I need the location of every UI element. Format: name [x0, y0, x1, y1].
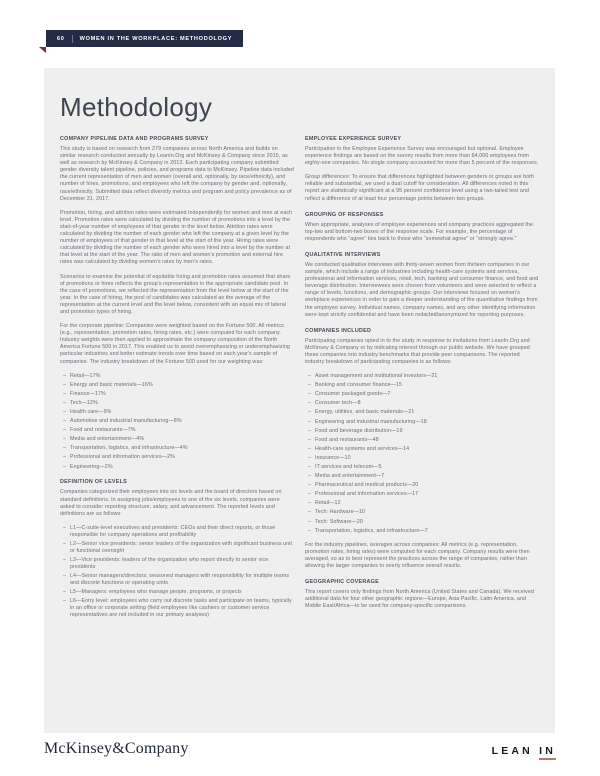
list-item: – Food and restaurants—48 [308, 437, 540, 444]
list-item: – Banking and consumer finance—15 [308, 382, 540, 389]
mckinsey-logo: McKinsey&Company [44, 740, 189, 757]
paragraph: Participating companies opted in to the study in response to invitations from LeanIn.Org and McKinsey & Company or by indicating interest through our public website. We have grouped these companies into industry benchmarks that provide peer comparisons. The reported industry breakdown of participating companies is as follows: [305, 337, 530, 365]
list-item: – L5—Managers: employees who manage people, programs, or projects [63, 589, 295, 596]
list-item: – Automotive and industrial manufacturing—8% [63, 418, 295, 425]
list-item: – L1—C-suite-level executives and presidents: CEOs and their direct reports, or those responsible for company operations and profitability [63, 525, 295, 539]
list-item: – L4—Senior managers/directors: seasoned managers with responsibility for multiple teams and discrete functions or operating units [63, 573, 295, 587]
paragraph: This report covers only findings from North America (United States and Canada). We received additional data for four other geographic regions—Europe, Asia Pacific, Latin America, and Middle East/Africa—to be used for company-specific comparisons. [305, 588, 534, 610]
list-item: – Asset management and institutional investors—21 [308, 373, 540, 380]
list-item: – Food and restaurants—7% [63, 427, 295, 434]
list-item: – Professional and information services—2% [63, 454, 295, 461]
list-item: – L6—Entry level: employees who carry out discrete tasks and participate on teams, typically in an office or corporate setting (field employees like cashiers or customer service representatives are not included in our primary analyses) [63, 598, 295, 619]
list-item: – Tech: Hardware—10 [308, 509, 540, 516]
paragraph: Participation in the Employee Experience Survey was encouraged but optional. Employee experience findings are based on the survey results from more than 64,000 employees from eighty-one companies. No single company accounted for more than 5 percent of the responses. [305, 146, 539, 167]
list-item: – Engineering and industrial manufacturing—18 [308, 419, 540, 426]
list-item: – Energy, utilities, and basic materials—21 [308, 409, 540, 416]
page-title: Methodology [60, 92, 213, 122]
list-item: – Media and entertainment—4% [63, 436, 295, 443]
list-item: – Food and beverage distribution—19 [308, 428, 540, 435]
ribbon-fold-icon [39, 47, 46, 53]
leanin-logo [492, 745, 556, 757]
list-item: – IT services and telecom—5 [308, 464, 540, 471]
paragraph: When appropriate, analyses of employee experiences and company practices aggregated the top-two and bottom-two boxes of the response scale. For example, the percentage of respondents who “agree” ties back to those who “somewhat agree” or “strongly agree.” [305, 221, 534, 242]
bullet-list [60, 373, 295, 471]
left-column [60, 136, 295, 626]
leanin-word-in: IN [539, 745, 556, 760]
section-heading: QUALITATIVE INTERVIEWS [305, 251, 381, 258]
list-item: – L2—Senior vice presidents: senior leaders of the organization with significant business unit or functional oversight [63, 541, 295, 555]
list-item: – Tech: Software—20 [308, 519, 540, 526]
header-divider [72, 35, 73, 43]
right-column [305, 136, 540, 626]
paragraph: For the corporate pipeline: Companies were weighted based on the Fortune 500. All metrics (e.g., representation, promotion rates, hiring rates, etc.) were computed for each company. Industry weights were then applied to approximate the company composition of the North America Fortune 500 in 2017. This enabled us to avoid overemphasizing or underemphasizing particular industries and better estimate trends over time based on each year's sample of companies. The industry breakdown of the Fortune 500 used for our weighting was: [60, 323, 290, 365]
list-item: – Professional and information services—17 [308, 491, 540, 498]
paragraph: For the industry pipelines, averages across companies: All metrics (e.g. representation, promotion rates, hiring rates) were computed for each company. Company results were then averaged, so as to best represent the practices across the range of companies, rather than allowing the larger companies to overly influence overall results. [305, 541, 530, 569]
list-item: – Health care—9% [63, 409, 295, 416]
list-item: – Media and entertainment—7 [308, 473, 540, 480]
list-item: – Transportation, logistics, and infrastructure—4% [63, 445, 295, 452]
paragraph: Scenarios to examine the potential of equitable hiring and promotion rates assumed that share of promotions or hires reflects the group's representation in the appropriate candidate pool. In the case of promotions, we reflected the representation from the level below at the start of the year. In the case of hiring, the pool of candidates was calculated as the average of the representation at the current level and the level below, consistent with an equal mix of lateral and promotion types of hiring. [60, 273, 291, 315]
two-column-body [44, 136, 555, 626]
list-item: – Retail—12 [308, 500, 540, 507]
paragraph: We conducted qualitative interviews with thirty-seven women from thirteen companies in our sample, which include a range of industries including health-care systems and services, professional and information services, retail, tech, banking and consumer finance, and food and beverage distribution. Interviewees were chosen from volunteers and were selected to reflect a range of levels, functions, and demographic groups. Our interviews focused on women's workplace experiences in order to gain a deeper understanding of the quantitative findings from the employee survey. Individual names, company names, and any other identifying information were kept strictly confidential and have been redacted/anonymized for reporting purposes. [305, 261, 539, 318]
section-heading: DEFINITION OF LEVELS [60, 479, 127, 486]
list-item: – Consumer tech—8 [308, 400, 540, 407]
list-item: – Transportation, logistics, and infrastructure—7 [308, 528, 540, 535]
list-item: – Engineering—2% [63, 464, 295, 471]
list-item: – Finance—17% [63, 391, 295, 398]
paragraph: Group differences: To ensure that differences highlighted between genders or groups are both reliable and substantial, we used a dual cutoff for consideration. All differences noted in this report are statistically significant at a 95 percent confidence level using a two-tailed test and reflect a difference of at least four percentage points between two groups. [305, 174, 534, 202]
paragraph: This study is based on research from 279 companies across North America and builds on similar research conducted annually by LeanIn.Org and McKinsey & Company since 2015, as well as research by McKinsey & Company in 2012. Each participating company submitted gender diversity talent pipeline, policies, and programs data to McKinsey. Pipeline data included the current representation of men and women (overall and, optionally, by race/ethnicity), and number of hires, promotions, and employees who left the company by gender and, optionally, race/ethnicity. Submitted data reflect diversity metrics and program and policy prevalence as of December 31, 2017. [60, 146, 294, 202]
section-heading: GEOGRAPHIC COVERAGE [305, 578, 379, 585]
page-number: 60 [57, 35, 65, 42]
list-item: – Consumer packaged goods—7 [308, 391, 540, 398]
list-item: – Health-care systems and services—14 [308, 446, 540, 453]
list-item: – Insurance—10 [308, 455, 540, 462]
paragraph: Companies categorized their employees into six levels and the board of directors based on standard definitions. In assigning jobs/employees to one of the six levels, companies were asked to consider reporting structure, salary, and advancement. The reported levels and definitions are as follows: [60, 489, 282, 517]
section-heading: EMPLOYEE EXPERIENCE SURVEY [305, 136, 402, 142]
section-heading: COMPANY PIPELINE DATA AND PROGRAMS SURVEY [60, 136, 209, 142]
leanin-word-lean: LEAN [491, 745, 533, 757]
page-header-ribbon [46, 30, 243, 47]
document-sheet [44, 68, 555, 733]
section-heading: GROUPING OF RESPONSES [305, 211, 384, 218]
list-item: – Tech—12% [63, 400, 295, 407]
paragraph: Promotion, hiring, and attrition rates were estimated independently for women and men at each level. Promotion rates were calculated by dividing the number of promotions into a level by the start-of-year number of employees of that gender in the level below. Attrition rates were calculated by dividing the number of each gender who left the company at a given level by the number of employees of that gender in that level at the start of the year. Hiring rates were calculated by dividing the number of each gender who were hired into a level by the number at that level at the start of the year. The ratio of men and women's promotion and external hire rates was calculated by dividing women's rates by men's rates. [60, 209, 293, 266]
list-item: – Pharmaceutical and medical products—20 [308, 482, 540, 489]
section-heading: COMPANIES INCLUDED [305, 327, 372, 334]
bullet-list [60, 525, 295, 619]
list-item: – Retail—17% [63, 373, 295, 380]
header-title: WOMEN IN THE WORKPLACE: METHODOLOGY [79, 35, 233, 42]
bullet-list [305, 373, 540, 535]
list-item: – L3—Vice presidents: leaders of the organization who report directly to senior vice presidents [63, 557, 295, 571]
list-item: – Energy and basic materials—16% [63, 382, 295, 389]
